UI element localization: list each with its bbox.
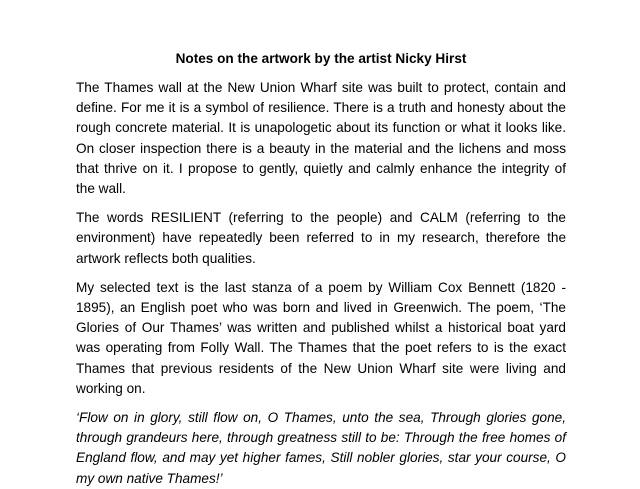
poem-quote: ‘Flow on in glory, still flow on, O Thames, unto the sea, Through glories gone, through grandeurs here, through greatness still to be: Through the free homes of England flow, and may yet higher fames, Still nobler glories, star your course, O my own native Thames!’	[76, 410, 566, 486]
paragraph-poem-source: My selected text is the last stanza of a poem by William Cox Bennett (1820 - 1895), an English poet who was born and lived in Greenwich. The poem, ‘The Glories of Our Thames’ was written and published whilst a historical boat yard was operating from Folly Wall. The Thames that the poet refers to is the exact Thames that previous residents of the New Union Wharf site were living and working on.	[76, 279, 566, 396]
paragraph-resilient-calm: The words RESILIENT (referring to the people) and CALM (referring to the environment) have repeatedly been referred to in my research, therefore the artwork reflects both qualities.	[76, 210, 566, 266]
document-title: Notes on the artwork by the artist Nicky Hirst	[175, 51, 467, 66]
document-page	[76, 49, 566, 489]
paragraph-thames-wall: The Thames wall at the New Union Wharf site was built to protect, contain and define. For me it is a symbol of resilience. There is a truth and honesty about the rough concrete material. It is unapologetic about its function or what it looks like. On closer inspection there is a beauty in the material and the lichens and moss that thrive on it. I propose to gently, quietly and calmly enhance the integrity of the wall.	[76, 80, 566, 197]
